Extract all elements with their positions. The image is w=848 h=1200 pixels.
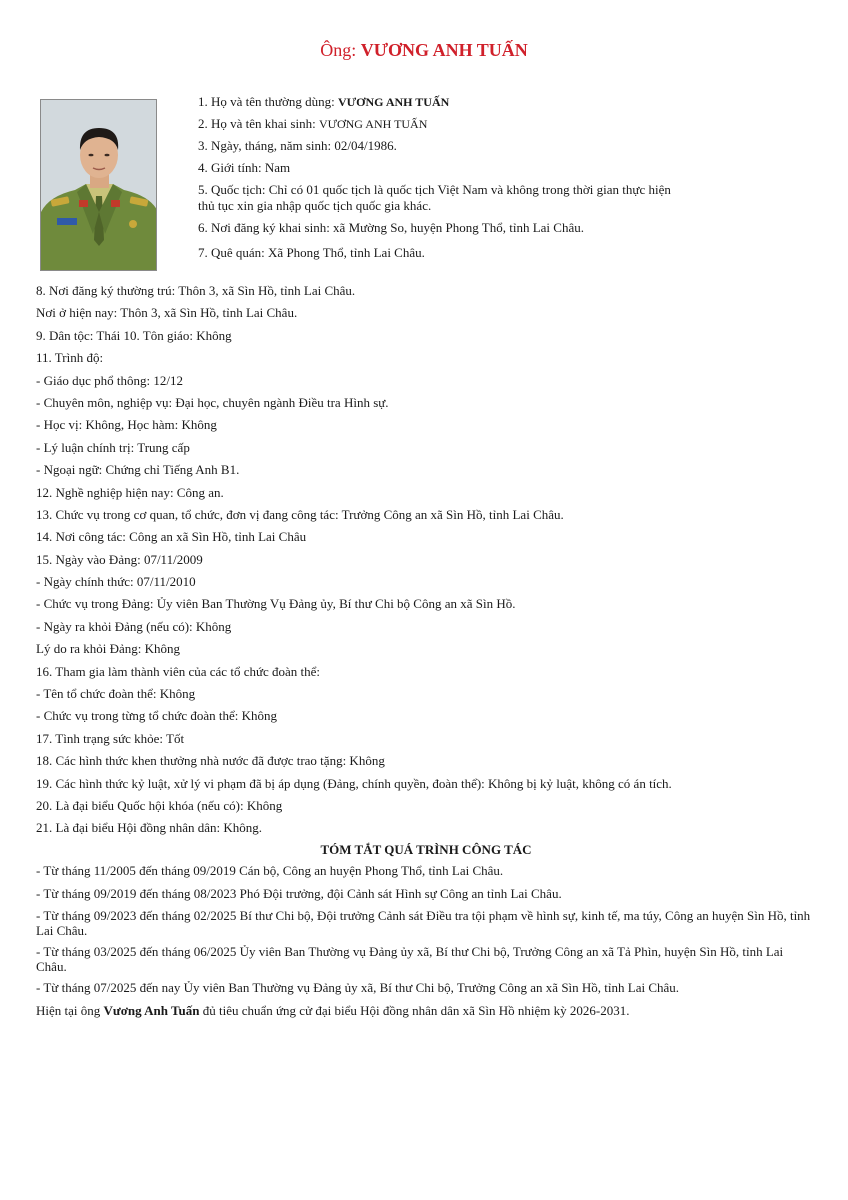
details-block: [36, 283, 816, 1019]
detail-line: 13. Chức vụ trong cơ quan, tổ chức, đơn vị đang công tác: Trưởng Công an xã Sìn Hồ, tỉnh Lai Châu.: [36, 506, 564, 522]
section-title: TÓM TẮT QUÁ TRÌNH CÔNG TÁC: [320, 842, 532, 858]
title-name: VƯƠNG ANH TUẤN: [360, 40, 528, 60]
detail-line: - Chuyên môn, nghiệp vụ: Đại học, chuyên ngành Điều tra Hình sự.: [36, 394, 389, 410]
field-nationality: 5. Quốc tịch: Chỉ có 01 quốc tịch là quốc tịch Việt Nam và không trong thời gian thực hiện: [198, 182, 671, 197]
field-birth-place: 6. Nơi đăng ký khai sinh: xã Mường So, huyện Phong Thổ, tỉnh Lai Châu.: [198, 220, 584, 235]
detail-line: 21. Là đại biểu Hội đồng nhân dân: Không.: [36, 820, 263, 836]
conclusion-suffix: đủ tiêu chuẩn ứng cử đại biểu Hội đồng nhân dân xã Sìn Hồ nhiệm kỳ 2026-2031.: [199, 1002, 630, 1018]
portrait-photo: [40, 99, 157, 271]
history-item: - Từ tháng 09/2023 đến tháng 02/2025 Bí thư Chi bộ, Đội trưởng Cảnh sát Điều tra tội phạm về hình sự, kinh tế, ma túy, Công an huyện Sìn Hồ, tỉnh Lai Châu.: [36, 908, 811, 939]
detail-line: - Tên tổ chức đoàn thể: Không: [36, 686, 196, 702]
title-prefix: Ông:: [320, 40, 357, 60]
page-title: [0, 40, 848, 61]
label: 1. Họ và tên thường dùng:: [198, 94, 335, 109]
field-common-name: [198, 94, 758, 110]
history-item: - Từ tháng 07/2025 đến nay Ủy viên Ban Thường vụ Đảng ủy xã, Bí thư Chi bộ, Trưởng Công an xã Sìn Hồ, tỉnh Lai Châu.: [36, 980, 680, 996]
history-item: - Từ tháng 09/2019 đến tháng 08/2023 Phó Đội trưởng, đội Cảnh sát Hình sự Công an tỉnh Lai Châu.: [36, 885, 562, 901]
field-birth-date: 3. Ngày, tháng, năm sinh: 02/04/1986.: [198, 138, 397, 153]
field-birth-name: [198, 116, 758, 132]
detail-line: Nơi ở hiện nay: Thôn 3, xã Sìn Hồ, tỉnh Lai Châu.: [36, 305, 298, 321]
detail-line: 15. Ngày vào Đảng: 07/11/2009: [36, 551, 203, 567]
detail-line: - Chức vụ trong từng tổ chức đoàn thể: Không: [36, 708, 278, 724]
detail-line: - Chức vụ trong Đảng: Ủy viên Ban Thường Vụ Đảng ủy, Bí thư Chi bộ Công an xã Sìn Hồ.: [36, 596, 516, 612]
detail-line: - Lý luận chính trị: Trung cấp: [36, 439, 190, 455]
label: 2. Họ và tên khai sinh:: [198, 116, 316, 131]
detail-line: 16. Tham gia làm thành viên của các tổ chức đoàn thể:: [36, 663, 321, 679]
detail-line: 19. Các hình thức kỷ luật, xử lý vi phạm đã bị áp dụng (Đảng, chính quyền, đoàn thể): Không bị kỷ luật, không có án tích.: [36, 775, 672, 791]
detail-line: 8. Nơi đăng ký thường trú: Thôn 3, xã Sìn Hồ, tỉnh Lai Châu.: [36, 283, 356, 298]
detail-line: - Giáo dục phổ thông: 12/12: [36, 372, 183, 388]
detail-line: - Ngày ra khỏi Đảng (nếu có): Không: [36, 618, 232, 634]
personal-info-block: [198, 94, 758, 261]
detail-line: 17. Tình trạng sức khỏe: Tốt: [36, 730, 185, 746]
detail-line: 12. Nghề nghiệp hiện nay: Công an.: [36, 484, 224, 500]
detail-line: - Ngoại ngữ: Chứng chỉ Tiếng Anh B1.: [36, 462, 240, 478]
detail-line: - Học vị: Không, Học hàm: Không: [36, 417, 217, 433]
detail-line: Lý do ra khỏi Đảng: Không: [36, 641, 181, 657]
conclusion-name: Vương Anh Tuấn: [103, 1002, 200, 1018]
detail-line: - Ngày chính thức: 07/11/2010: [36, 574, 196, 590]
conclusion: [36, 1003, 816, 1019]
field-gender: 4. Giới tính: Nam: [198, 160, 291, 175]
field-nationality-cont: thủ tục xin gia nhập quốc tịch quốc gia khác.: [198, 198, 432, 213]
detail-line: 9. Dân tộc: Thái 10. Tôn giáo: Không: [36, 327, 232, 343]
detail-line: 18. Các hình thức khen thưởng nhà nước đã được trao tặng: Không: [36, 753, 385, 769]
detail-line: 14. Nơi công tác: Công an xã Sìn Hồ, tỉnh Lai Châu: [36, 529, 307, 545]
conclusion-prefix: Hiện tại ông: [36, 1002, 104, 1018]
value: VƯƠNG ANH TUẤN: [318, 117, 428, 131]
detail-line: 20. Là đại biểu Quốc hội khóa (nếu có): Không: [36, 797, 283, 813]
detail-line: 11. Trình độ:: [36, 350, 104, 366]
history-item: - Từ tháng 11/2005 đến tháng 09/2019 Cán bộ, Công an huyện Phong Thổ, tỉnh Lai Châu.: [36, 863, 504, 879]
value: VƯƠNG ANH TUẤN: [337, 95, 450, 109]
history-item: - Từ tháng 03/2025 đến tháng 06/2025 Ủy viên Ban Thường vụ Đảng ủy xã, Bí thư Chi bộ, Trưởng Công an xã Tả Phìn, huyện Sìn Hồ, tỉnh Lai Châu.: [36, 944, 784, 975]
field-hometown: 7. Quê quán: Xã Phong Thổ, tỉnh Lai Châu.: [198, 245, 425, 260]
